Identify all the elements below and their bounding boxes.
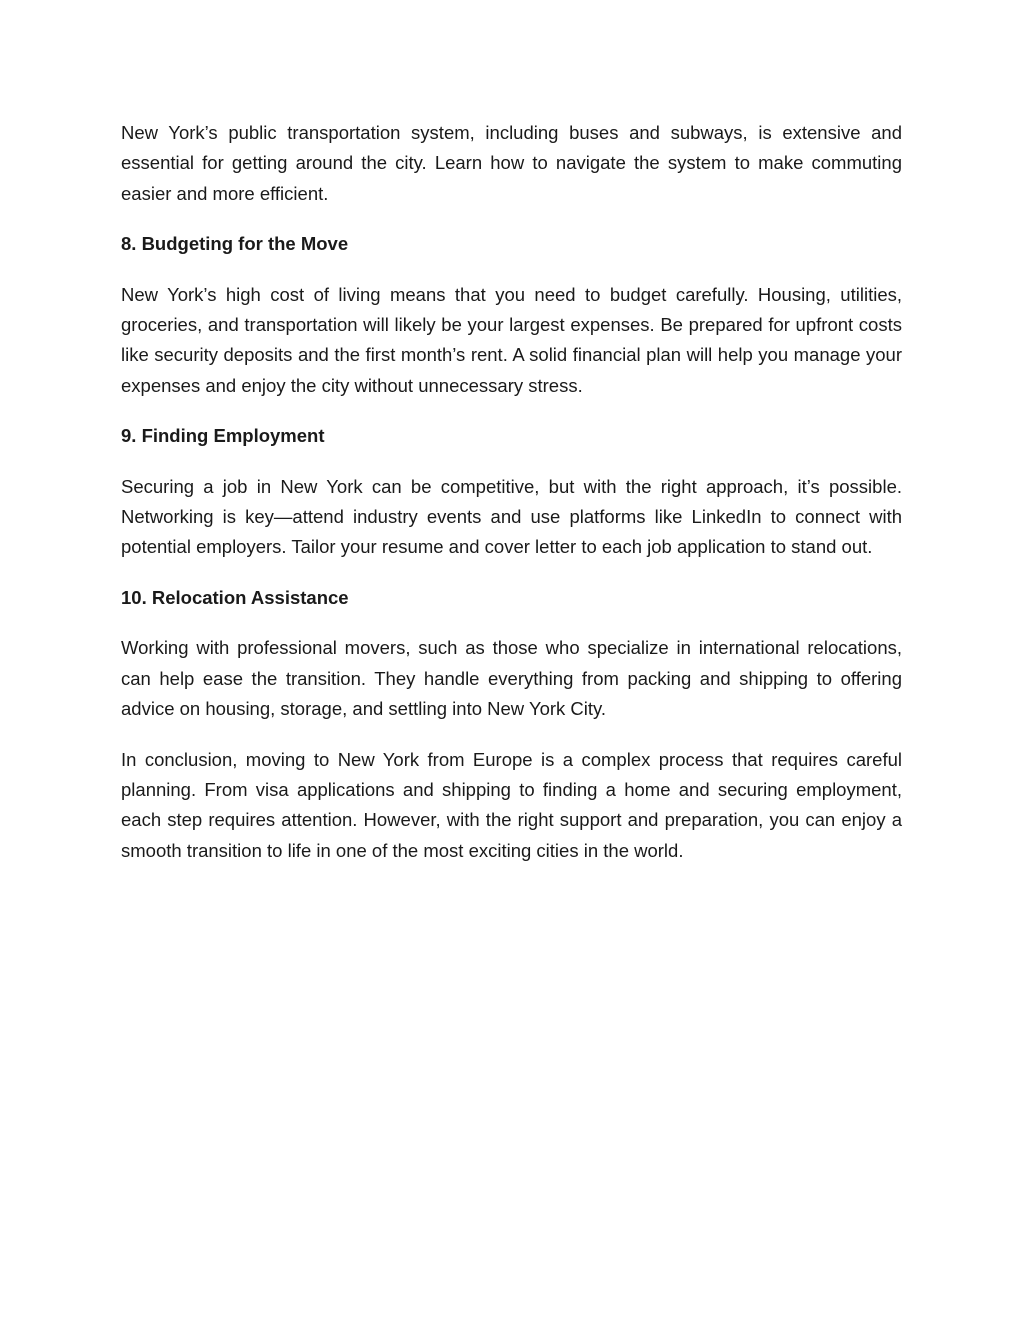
paragraph-relocation: Working with professional movers, such as those who specialize in international relocations, can help ease the transition. They handle everything from packing and shipping to offering advice on housing, storage, and settling into New York City. xyxy=(121,637,902,720)
section-heading-relocation: 10. Relocation Assistance xyxy=(121,586,349,608)
paragraph-employment: Securing a job in New York can be competitive, but with the right approach, it’s possible. Networking is key—attend industry events and use platforms like LinkedIn to connect with potential employers. Tailor your resume and cover letter to each job application to stand out. xyxy=(121,475,902,558)
paragraph-public-transportation: New York’s public transportation system, including buses and subways, is extensive and essential for getting around the city. Learn how to navigate the system to make commuting easier and more efficient. xyxy=(121,122,902,204)
section-heading-employment: 9. Finding Employment xyxy=(121,425,325,447)
paragraph-conclusion: In conclusion, moving to New York from Europe is a complex process that requires careful planning. From visa applications and shipping to finding a home and securing employment, each step requires attention. However, with the right support and preparation, you can enjoy a smooth transition to life in one of the most exciting cities in the world. xyxy=(121,748,902,861)
section-heading-budgeting: 8. Budgeting for the Move xyxy=(121,233,349,255)
document-page xyxy=(121,118,902,886)
paragraph-budgeting: New York’s high cost of living means that you need to budget carefully. Housing, utilities, groceries, and transportation will likely be your largest expenses. Be prepared for upfront costs like security deposits and the first month’s rent. A solid financial plan will help you manage your expenses and enjoy the city without unnecessary stress. xyxy=(121,283,902,396)
